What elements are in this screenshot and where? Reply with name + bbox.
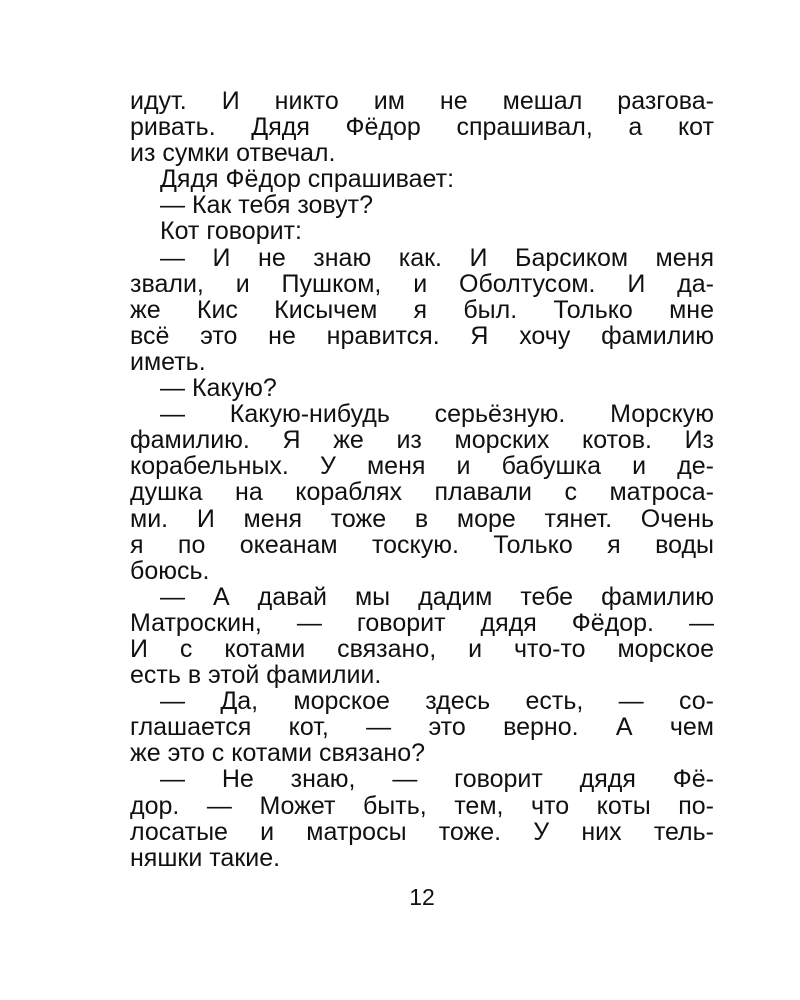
text-line: идут. И никто им не мешал разгова-	[130, 88, 714, 115]
text-line: корабельных. У меня и бабушка и де-	[130, 453, 714, 480]
text-line: глашается кот, — это верно. А чем	[130, 714, 714, 741]
page-number: 12	[409, 884, 435, 910]
text-line: няшки такие.	[130, 844, 281, 871]
text-line: дор. — Может быть, тем, что коты по-	[130, 792, 714, 819]
text-line: Матроскин, — говорит дядя Фёдор. —	[130, 609, 714, 636]
text-line: всё это не нравится. Я хочу фамилию	[130, 322, 714, 349]
text-line: — И не знаю как. И Барсиком меня	[160, 244, 714, 271]
text-line: И с котами связано, и что-то морское	[130, 635, 714, 663]
text-line: ривать. Дядя Фёдор спрашивал, а кот	[130, 114, 714, 141]
text-line: есть в этой фамилии.	[130, 662, 382, 689]
text-line: же это с котами связано?	[130, 740, 426, 767]
text-line: Дядя Фёдор спрашивает:	[160, 166, 455, 193]
text-line: — Как тебя зовут?	[160, 192, 374, 219]
text-line: же Кис Кисычем я был. Только мне	[130, 296, 714, 323]
text-line: — Не знаю, — говорит дядя Фё-	[160, 766, 714, 793]
text-line: иметь.	[130, 348, 206, 376]
text-line: я по океанам тоскую. Только я воды	[130, 531, 714, 558]
text-line: ми. И меня тоже в море тянет. Очень	[130, 505, 714, 532]
text-line: Кот говорит:	[160, 218, 302, 245]
text-line: лосатые и матросы тоже. У них тель-	[130, 818, 714, 845]
text-line: — Да, морское здесь есть, — со-	[160, 688, 714, 715]
text-line: душка на кораблях плавали с матроса-	[130, 479, 714, 506]
text-line: звали, и Пушком, и Оболтусом. И да-	[130, 270, 714, 297]
text-line: — А давай мы дадим тебе фамилию	[160, 583, 714, 610]
text-line: — Какую-нибудь серьёзную. Морскую	[160, 401, 714, 428]
text-line: фамилию. Я же из морских котов. Из	[130, 427, 714, 454]
text-line: боюсь.	[130, 557, 210, 584]
page-text	[130, 88, 714, 871]
text-line: — Какую?	[160, 375, 277, 402]
text-line: из сумки отвечал.	[130, 140, 336, 167]
